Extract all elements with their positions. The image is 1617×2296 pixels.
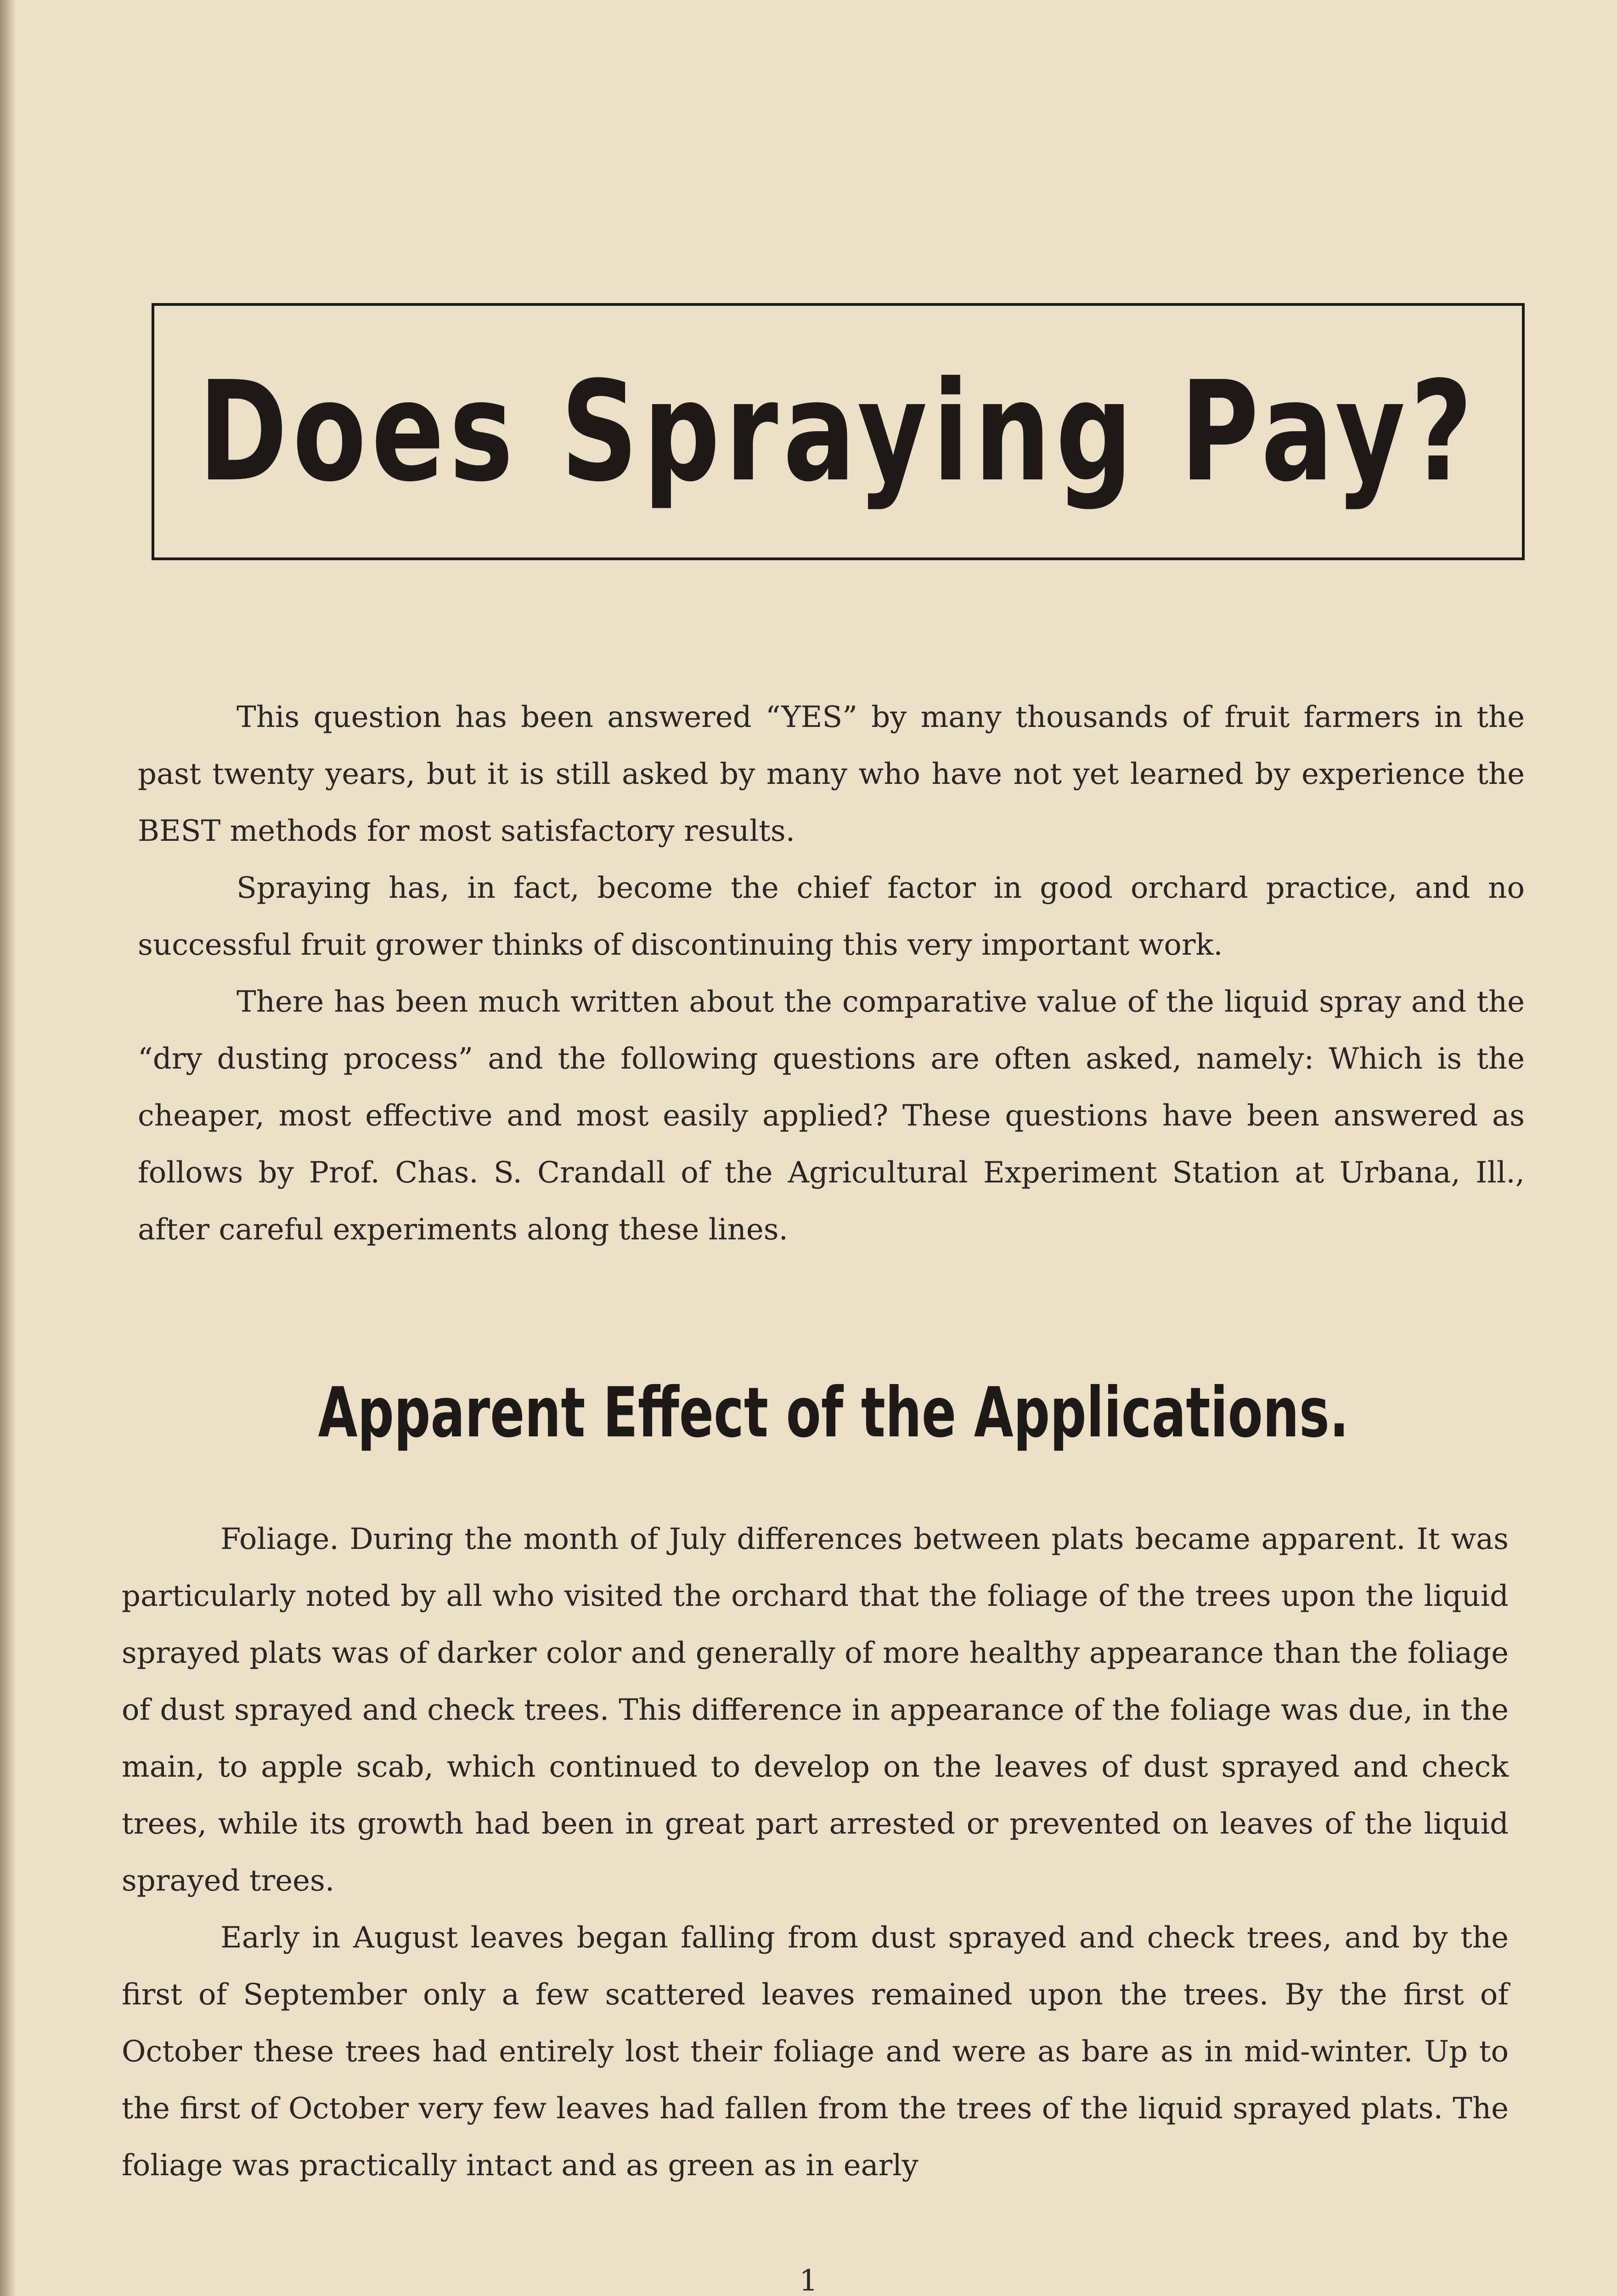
page-number: 1: [799, 2264, 818, 2296]
section-heading: Apparent Effect of the Applications.: [318, 1373, 1349, 1453]
page-spine-shadow: [0, 0, 17, 2296]
intro-paragraph: Spraying has, in fact, become the chief factor in good orchard practice, and no successful fruit grower thinks of discontinuing this very important work.: [138, 871, 1525, 962]
intro-paragraph: This question has been answered “YES” by many thousands of fruit farmers in the past twenty years, but it is still asked by many who have not yet learned by experience the BEST methods for most satisfactory results.: [138, 700, 1525, 848]
title-box: [152, 303, 1525, 560]
section-paragraph: Early in August leaves began falling from dust sprayed and check trees, and by the first of September only a few scattered leaves remained upon the trees. By the first of October these trees had entirely lost their foliage and were as bare as in mid-winter. Up to the first of October very few leaves had fallen from the trees of the liquid sprayed plats. The foliage was practically intact and as green as in early: [122, 1921, 1509, 2183]
intro-paragraph: There has been much written about the comparative value of the liquid spray and the “dry dusting process” and the following questions are often asked, namely: Which is the cheaper, most effective and most easily applied? These questions have been answered as follows by Prof. Chas. S. Crandall of the Agricultural Experiment Station at Urbana, Ill., after careful experiments along these lines.: [138, 985, 1525, 1247]
intro-text: [138, 689, 1525, 1258]
section-paragraph: Foliage. During the month of July differences between plats became apparent. It was particularly noted by all who visited the orchard that the foliage of the trees upon the liquid sprayed plats was of darker color and generally of more healthy appearance than the foliage of dust sprayed and check trees. This difference in appearance of the foliage was due, in the main, to apple scab, which continued to develop on the leaves of dust sprayed and check trees, while its growth had been in great part arrested or prevented on leaves of the liquid sprayed trees.: [122, 1522, 1509, 1898]
section-text: [122, 1511, 1509, 2194]
page-title: Does Spraying Pay?: [198, 351, 1478, 512]
